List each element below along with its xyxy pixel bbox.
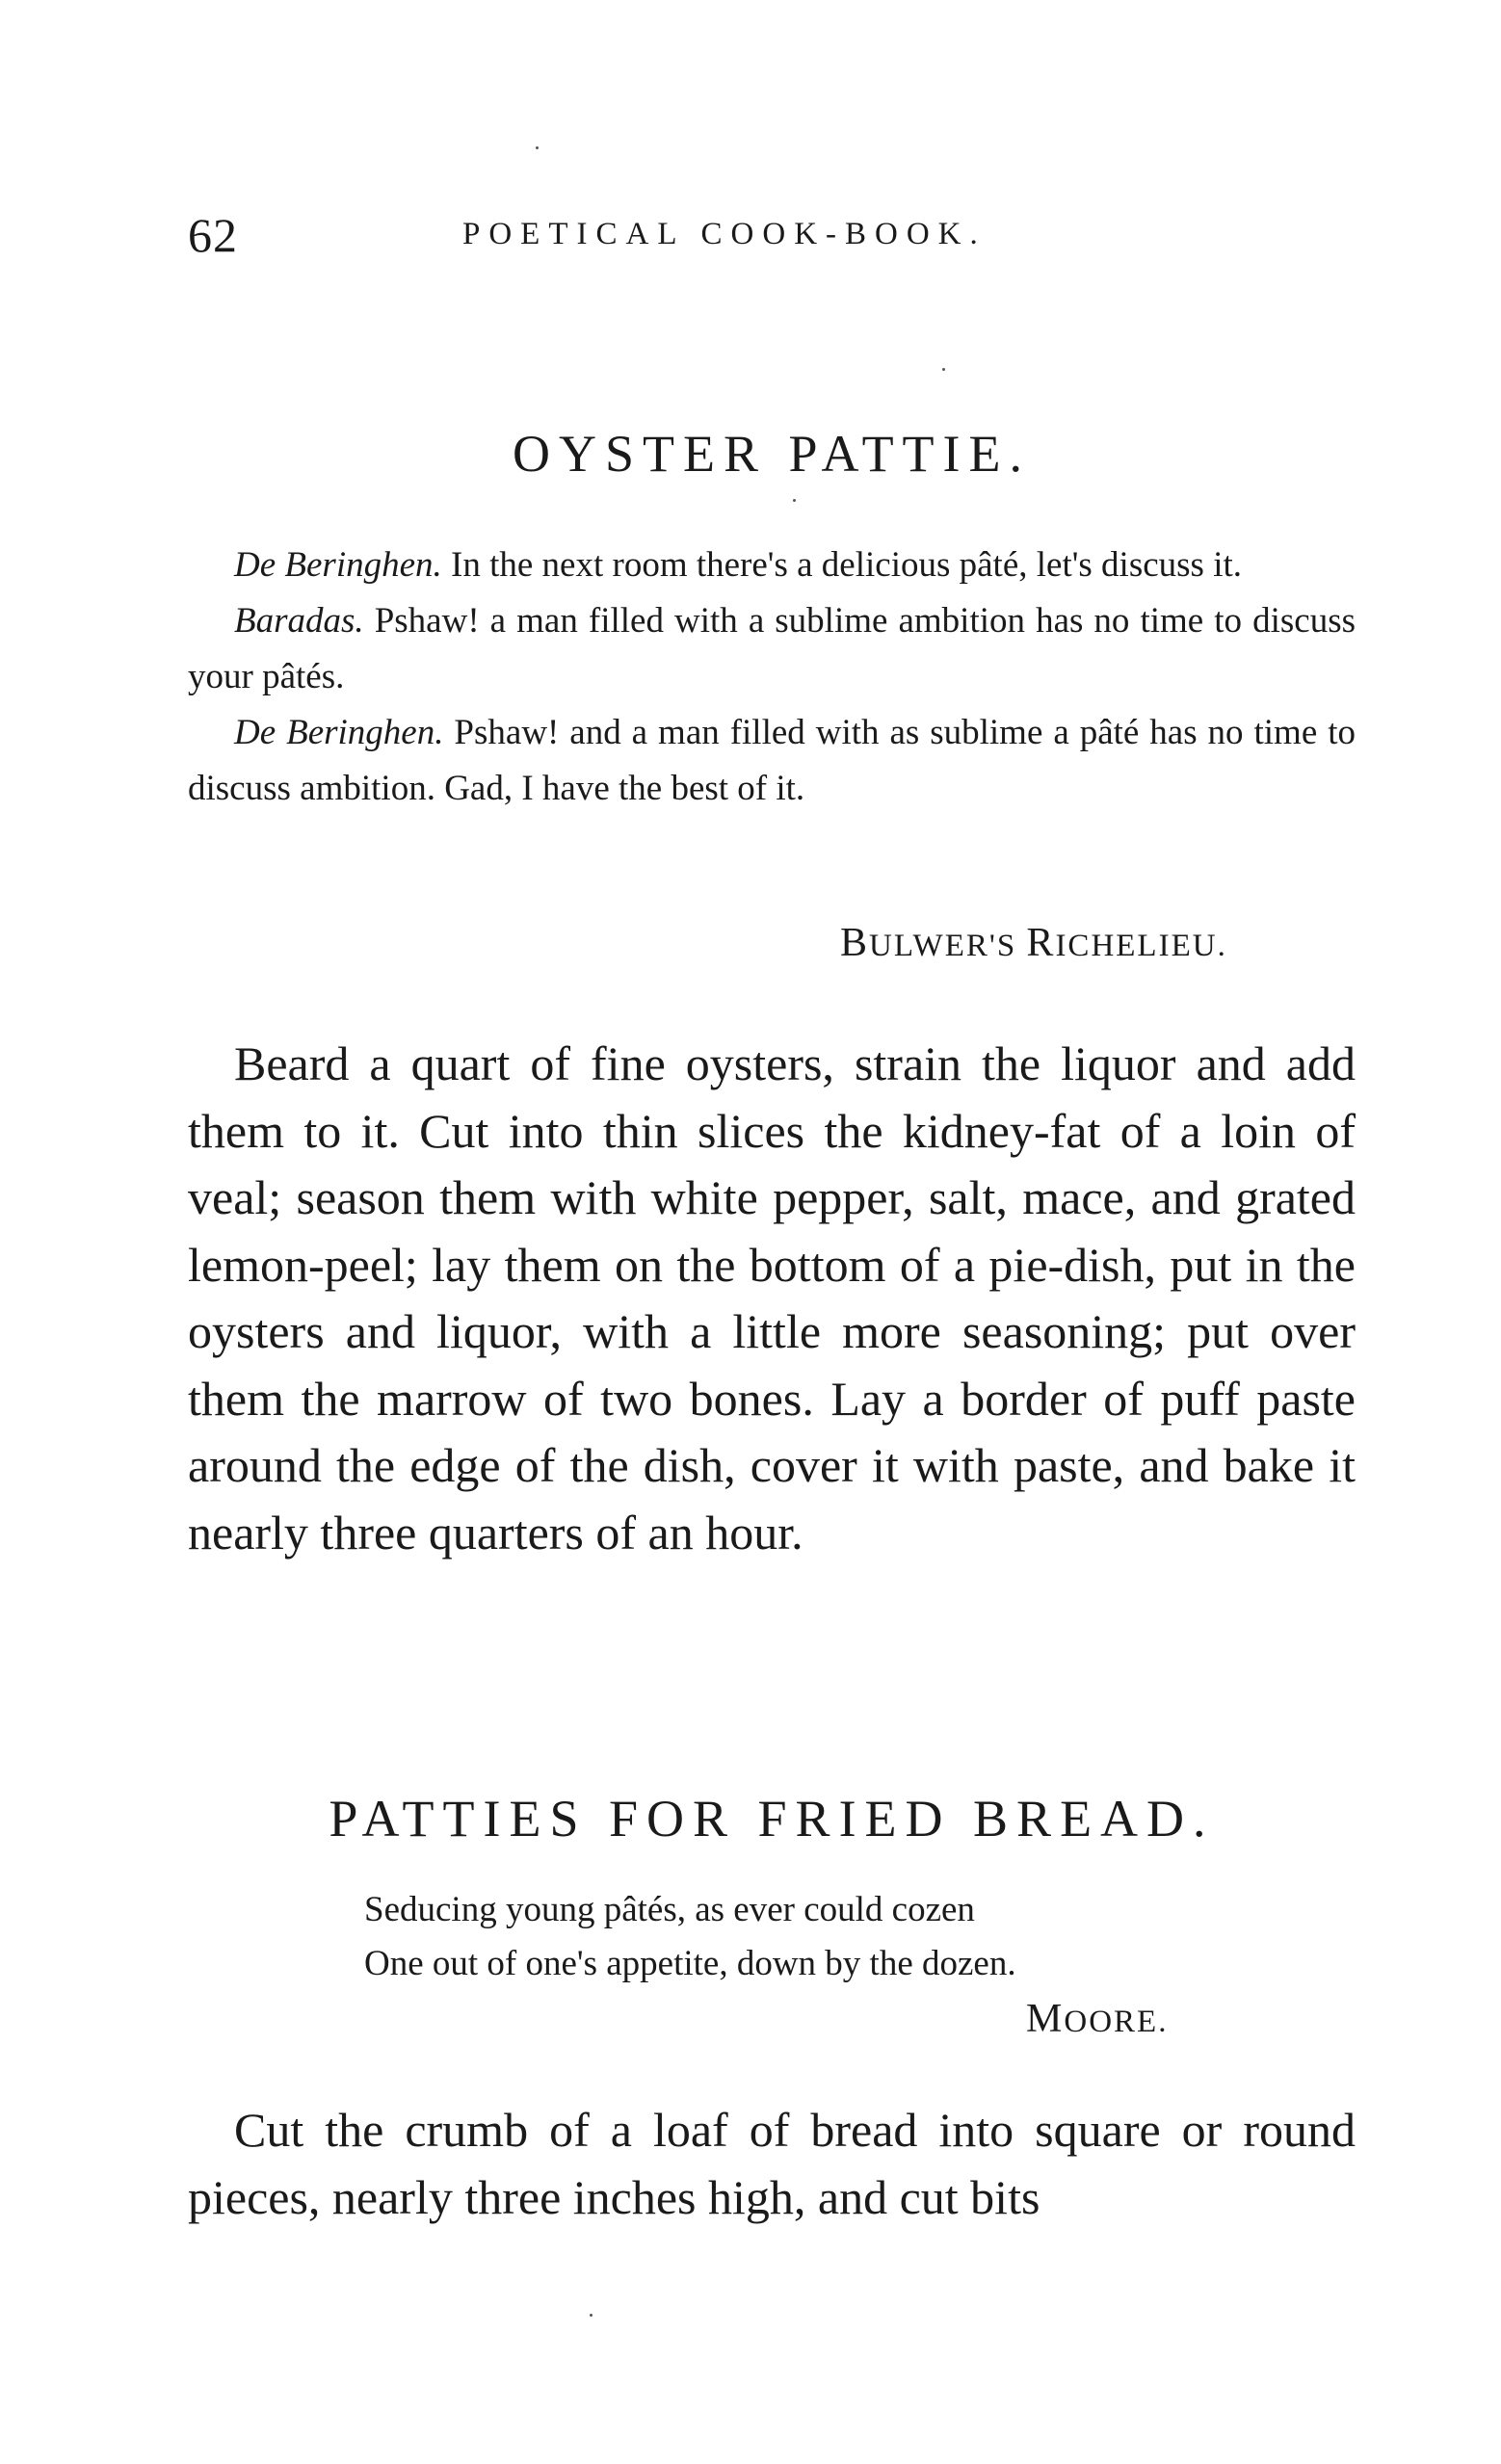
speaker-text: Pshaw! and a man filled with as sublime a pâté has no time to discuss ambition. Gad, I have the best of it. [188,713,1356,808]
recipe-paragraph: Beard a quart of fine oysters, strain the liquor and add them to it. Cut into thin slices the kidney-fat of a loin of veal; season them with white pepper, salt, mace, and grated lemon-peel; lay them on the bottom of a pie-dish, put in the oysters and liquor, with a little more seasoning; put over them the marrow of two bones. Lay a border of puff paste around the edge of the dish, cover it with paste, and bake it nearly three quarters of an hour. [188,1036,1356,1560]
paper-speck [942,368,945,371]
recipe-body-patties [188,2097,1356,2231]
section-title-oyster-pattie: OYSTER PATTIE. [512,425,1032,483]
attribution-initial: R [1026,921,1056,965]
speaker-name: De Beringhen. [234,713,444,752]
attribution-initial: M [1026,1997,1065,2041]
epigraph-line [188,593,1356,705]
epigraph-dialogue [188,537,1356,817]
recipe-paragraph: Cut the crumb of a loaf of bread into square or round pieces, nearly three inches high, and cut bits [188,2103,1356,2224]
attribution-author: OORE. [1064,2005,1169,2039]
epigraph-line [188,705,1356,817]
paper-speck [793,499,796,502]
page-header [188,207,1356,275]
epigraph-attribution [840,920,1227,966]
epigraph-line [188,537,1356,593]
attribution-author: ULWER'S [869,929,1027,963]
speaker-name: De Beringhen. [234,545,442,585]
poem-line: Seducing young pâtés, as ever could cozen [364,1890,975,1929]
poem-epigraph [364,1883,1016,1991]
paper-speck [590,2314,592,2317]
poem-line: One out of one's appetite, down by the dozen. [364,1944,1016,1983]
running-head: POETICAL COOK-BOOK. [462,217,987,251]
speaker-text: Pshaw! a man filled with a sublime ambition has no time to discuss your pâtés. [188,601,1356,696]
paper-speck [536,146,539,149]
attribution-initial: B [840,921,870,965]
section-title-patties-fried-bread: PATTIES FOR FRIED BREAD. [329,1790,1215,1848]
page-number: 62 [188,208,238,262]
recipe-body-oyster-pattie [188,1031,1356,1566]
speaker-text: In the next room there's a delicious pâté, let's discuss it. [441,545,1243,585]
poem-attribution [1026,1996,1168,2042]
attribution-work: ICHELIEU. [1055,929,1227,963]
speaker-name: Baradas. [234,601,364,641]
